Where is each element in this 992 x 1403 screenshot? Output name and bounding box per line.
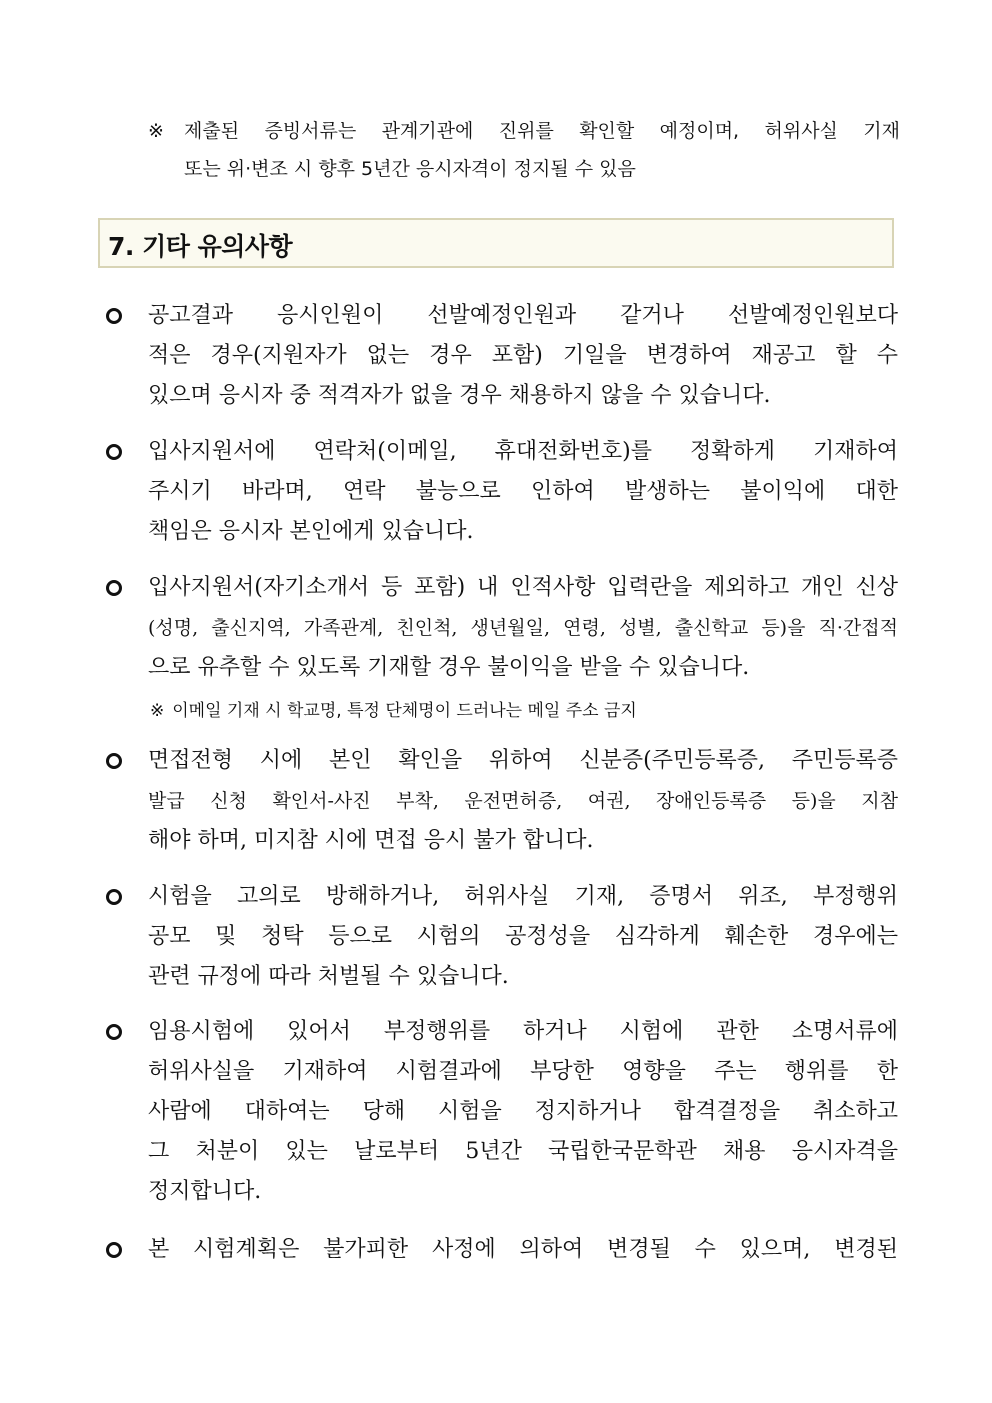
top-note-line-1: 제출된 증빙서류는 관계기관에 진위를 확인할 예정이며, 허위사실 기재 <box>184 120 900 142</box>
notice-line: 해야 하며, 미지참 시에 면접 응시 불가 합니다. <box>148 828 594 853</box>
notice-line: 본 시험계획은 불가피한 사정에 의하여 변경될 수 있으며, 변경된 <box>148 1237 898 1262</box>
notice-item <box>104 877 898 997</box>
notice-line: 공고결과 응시인원이 선발예정인원과 같거나 선발예정인원보다 <box>148 303 898 328</box>
notice-line: 관련 규정에 따라 처벌될 수 있습니다. <box>148 964 509 989</box>
circle-bullet-icon <box>106 753 122 769</box>
notice-line: 주시기 바라며, 연락 불능으로 인하여 발생하는 불이익에 대한 <box>148 479 898 504</box>
notice-line: 공모 및 청탁 등으로 시험의 공정성을 심각하게 훼손한 경우에는 <box>148 924 898 949</box>
notice-line: 으로 유추할 수 있도록 기재할 경우 불이익을 받을 수 있습니다. <box>148 655 750 680</box>
notice-item <box>104 432 898 552</box>
notice-line: 입사지원서(자기소개서 등 포함) 내 인적사항 입력란을 제외하고 개인 신상 <box>148 575 898 600</box>
top-note <box>148 112 900 188</box>
circle-bullet-icon <box>106 1024 122 1040</box>
notice-line: 사람에 대하여는 당해 시험을 정지하거나 합격결정을 취소하고 <box>148 1099 898 1124</box>
notice-line: 있으며 응시자 중 적격자가 없을 경우 채용하지 않을 수 있습니다. <box>148 383 771 408</box>
notice-item <box>104 1230 898 1270</box>
notice-line: 임용시험에 있어서 부정행위를 하거나 시험에 관한 소명서류에 <box>148 1019 898 1044</box>
notice-line: 허위사실을 기재하여 시험결과에 부당한 영향을 주는 행위를 한 <box>148 1059 898 1084</box>
notice-line: 면접전형 시에 본인 확인을 위하여 신분증(주민등록증, 주민등록증 <box>148 748 898 773</box>
reference-mark: ※ <box>148 120 164 142</box>
circle-bullet-icon <box>106 444 122 460</box>
section-title: 7. 기타 유의사항 <box>108 232 293 261</box>
reference-mark: ※ <box>150 701 165 721</box>
section-header <box>98 218 894 268</box>
sub-note <box>150 696 637 726</box>
circle-bullet-icon <box>106 889 122 905</box>
notice-item <box>104 568 898 688</box>
notice-line: 정지합니다. <box>148 1179 262 1204</box>
notice-item <box>104 741 898 861</box>
sub-note-text: 이메일 기재 시 학교명, 특정 단체명이 드러나는 메일 주소 금지 <box>172 701 637 721</box>
notice-line: 적은 경우(지원자가 없는 경우 포함) 기일을 변경하여 재공고 할 수 <box>148 343 898 368</box>
notice-item <box>104 1012 898 1212</box>
notice-line: 입사지원서에 연락처(이메일, 휴대전화번호)를 정확하게 기재하여 <box>148 439 898 464</box>
notice-item <box>104 296 898 416</box>
circle-bullet-icon <box>106 308 122 324</box>
notice-line: 시험을 고의로 방해하거나, 허위사실 기재, 증명서 위조, 부정행위 <box>148 884 898 909</box>
notice-line: 그 처분이 있는 날로부터 5년간 국립한국문학관 채용 응시자격을 <box>148 1139 898 1164</box>
circle-bullet-icon <box>106 580 122 596</box>
notice-line: 책임은 응시자 본인에게 있습니다. <box>148 519 474 544</box>
notice-line: 발급 신청 확인서-사진 부착, 운전면허증, 여권, 장애인등록증 등)을 지참 <box>148 790 898 812</box>
notice-line: (성명, 출신지역, 가족관계, 친인척, 생년월일, 연령, 성별, 출신학교 등)을 직·간접적 <box>148 617 898 639</box>
top-note-line-2: 또는 위·변조 시 향후 5년간 응시자격이 정지될 수 있음 <box>184 158 636 180</box>
circle-bullet-icon <box>106 1242 122 1258</box>
